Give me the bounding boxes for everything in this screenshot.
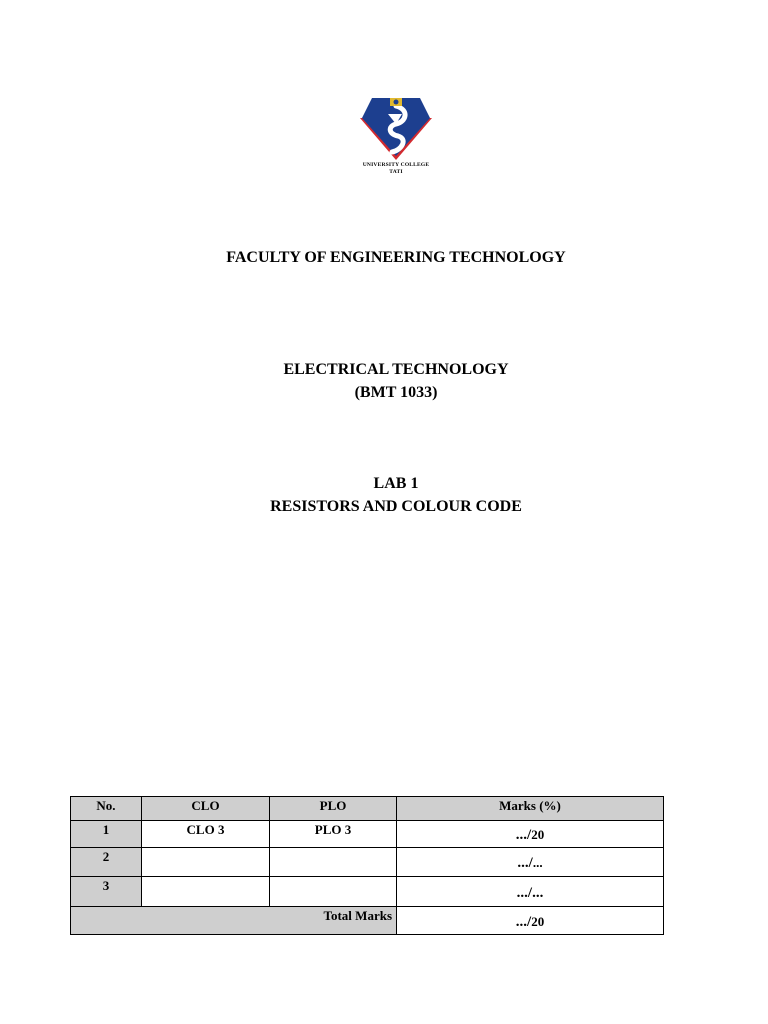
course-heading bbox=[0, 358, 768, 404]
mark-denominator: 20 bbox=[531, 827, 545, 842]
row-no: 2 bbox=[71, 848, 142, 877]
row-clo: CLO 3 bbox=[142, 821, 270, 848]
faculty-heading: FACULTY OF ENGINEERING TECHNOLOGY bbox=[226, 249, 566, 266]
header-plo: PLO bbox=[270, 797, 397, 821]
row-marks bbox=[397, 877, 664, 907]
mark-denominator: 20 bbox=[531, 913, 545, 929]
header-marks: Marks (%) bbox=[397, 797, 664, 821]
total-marks-label: Total Marks bbox=[71, 907, 397, 935]
table-row bbox=[71, 877, 664, 907]
mark-prefix: .../ bbox=[517, 855, 533, 871]
table-header-row bbox=[71, 797, 664, 821]
logo-caption-line-1: UNIVERSITY COLLEGE bbox=[362, 162, 430, 168]
table-row bbox=[71, 848, 664, 877]
row-marks bbox=[397, 848, 664, 877]
mark-prefix: .../ bbox=[515, 913, 532, 930]
lab-title: RESISTORS AND COLOUR CODE bbox=[270, 498, 522, 515]
course-code: (BMT 1033) bbox=[354, 384, 438, 401]
row-clo bbox=[142, 848, 270, 877]
lab-heading bbox=[0, 472, 768, 518]
total-marks-value bbox=[397, 907, 664, 935]
header-clo: CLO bbox=[142, 797, 270, 821]
logo-caption-line-2: TATI bbox=[389, 168, 403, 175]
row-plo bbox=[270, 877, 397, 907]
row-plo bbox=[270, 848, 397, 877]
row-no: 3 bbox=[71, 877, 142, 907]
row-no: 1 bbox=[71, 821, 142, 848]
header-no: No. bbox=[71, 797, 142, 821]
row-plo: PLO 3 bbox=[270, 821, 397, 848]
logo-caption bbox=[350, 162, 442, 175]
lab-number: LAB 1 bbox=[373, 475, 419, 492]
mark-prefix: .../ bbox=[516, 884, 533, 901]
course-title: ELECTRICAL TECHNOLOGY bbox=[283, 361, 509, 378]
mark-prefix: .../ bbox=[515, 827, 532, 843]
mark-denominator: ... bbox=[532, 855, 543, 870]
mark-denominator: ... bbox=[532, 884, 544, 901]
row-marks bbox=[397, 821, 664, 848]
table-total-row bbox=[71, 907, 664, 935]
row-clo bbox=[142, 877, 270, 907]
marks-table bbox=[70, 796, 664, 935]
table-row bbox=[71, 821, 664, 848]
